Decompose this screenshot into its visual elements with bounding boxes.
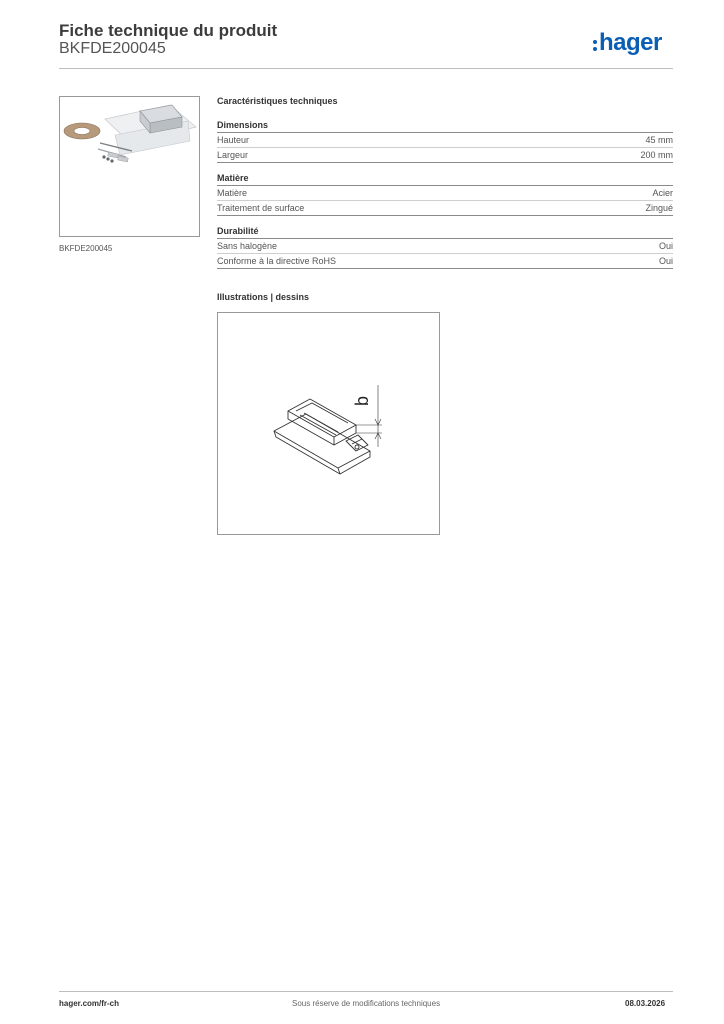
spec-group-material bbox=[217, 173, 673, 216]
spec-group-durability bbox=[217, 226, 673, 269]
spec-row bbox=[217, 254, 673, 269]
specs-title: Caractéristiques techniques bbox=[217, 96, 338, 106]
spec-value: Acier bbox=[652, 188, 673, 198]
spec-value: Zingué bbox=[645, 203, 673, 213]
spec-group-heading: Matière bbox=[217, 173, 673, 186]
spec-value: Oui bbox=[658, 256, 673, 266]
hager-logo[interactable] bbox=[593, 28, 662, 58]
footer-divider bbox=[59, 991, 673, 992]
spec-label: Conforme à la directive RoHS bbox=[217, 256, 337, 266]
logo-dots-icon bbox=[593, 40, 597, 51]
spec-label: Sans halogène bbox=[217, 241, 278, 251]
footer-website-link[interactable]: hager.com/fr-ch bbox=[59, 999, 120, 1008]
spec-row bbox=[217, 148, 673, 163]
footer-notice: Sous réserve de modifications techniques bbox=[292, 999, 441, 1008]
dimension-label: b bbox=[352, 395, 372, 407]
spec-value: 200 mm bbox=[640, 150, 673, 160]
spec-group-dimensions bbox=[217, 120, 673, 163]
spec-row bbox=[217, 186, 673, 201]
specs-section bbox=[217, 96, 673, 269]
spec-label: Matière bbox=[217, 188, 248, 198]
logo-text: hager bbox=[599, 29, 662, 56]
spec-label: Largeur bbox=[217, 150, 249, 160]
spec-group-heading: Dimensions bbox=[217, 120, 673, 133]
product-reference: BKFDE200045 bbox=[59, 40, 166, 57]
illustrations-title: Illustrations | dessins bbox=[217, 292, 310, 302]
footer-date: 08.03.2026 bbox=[625, 999, 666, 1008]
spec-value: Oui bbox=[658, 241, 673, 251]
spec-group-heading: Durabilité bbox=[217, 226, 673, 239]
spec-row bbox=[217, 133, 673, 148]
product-caption: BKFDE200045 bbox=[59, 244, 113, 253]
spec-row bbox=[217, 239, 673, 254]
spec-label: Hauteur bbox=[217, 135, 250, 145]
technical-drawing-icon bbox=[218, 313, 439, 534]
spec-label: Traitement de surface bbox=[217, 203, 305, 213]
spec-value: 45 mm bbox=[645, 135, 673, 145]
illustration-drawing bbox=[217, 312, 440, 535]
header-divider bbox=[59, 68, 673, 69]
spec-row bbox=[217, 201, 673, 216]
product-image bbox=[59, 96, 200, 237]
page-title: Fiche technique du produit bbox=[59, 21, 278, 40]
product-photo-icon bbox=[60, 97, 199, 236]
